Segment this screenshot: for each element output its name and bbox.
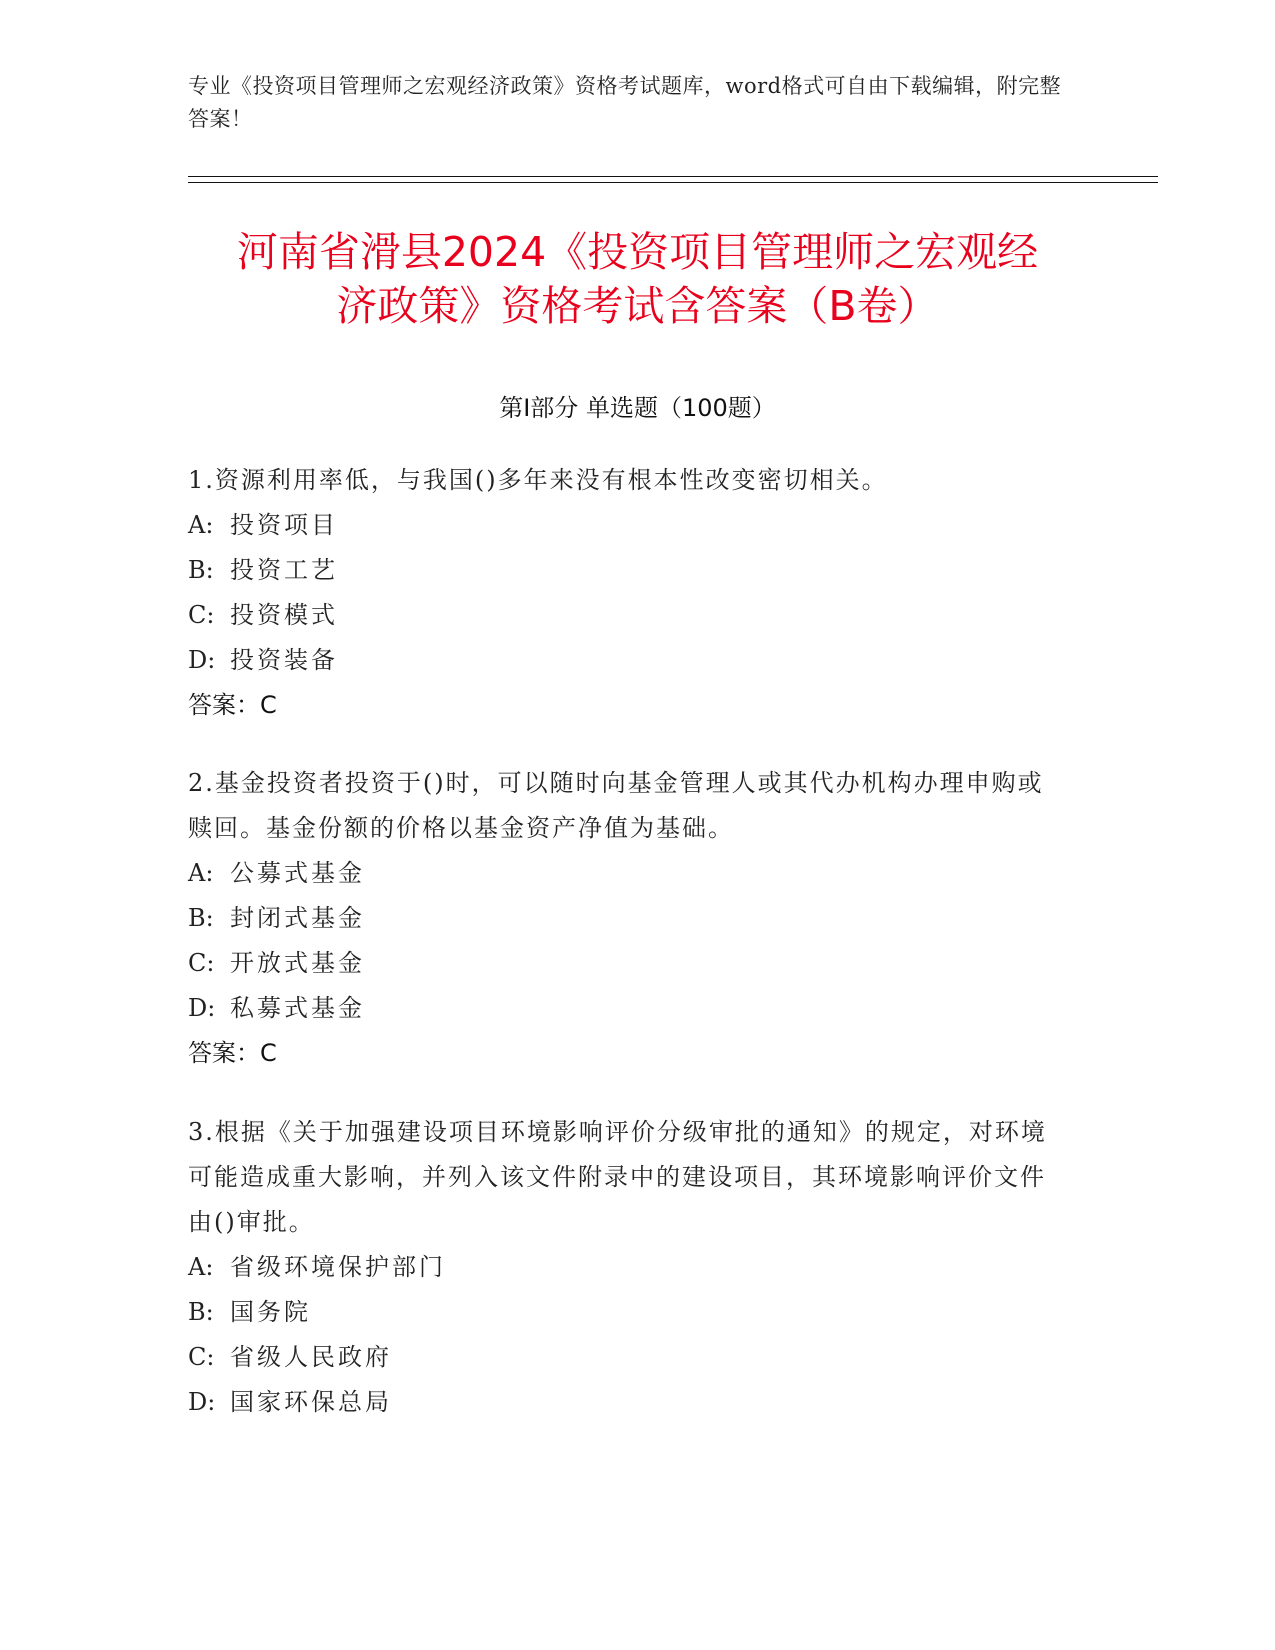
option-text: 国家环保总局 — [230, 1388, 392, 1416]
document-title-line-2: 济政策》资格考试含答案（B卷） — [336, 282, 939, 330]
answer-line — [188, 1031, 1068, 1076]
question-stem: 1.资源利用率低，与我国()多年来没有根本性改变密切相关。 — [188, 466, 888, 494]
section-heading: 第I部分 单选题（100题） — [499, 394, 776, 422]
answer-value: C — [260, 691, 277, 719]
option-c — [188, 593, 1068, 638]
option-key: B: — [188, 556, 214, 584]
question-stem: 2.基金投资者投资于()时，可以随时向基金管理人或其代办机构办理申购或赎回。基金份额的价格以基金资产净值为基础。 — [188, 769, 1044, 842]
option-text: 投资工艺 — [230, 556, 338, 584]
document-title-line-1: 河南省滑县2024《投资项目管理师之宏观经 — [236, 228, 1039, 276]
option-text: 省级人民政府 — [230, 1343, 392, 1371]
option-a — [188, 851, 1068, 896]
option-b — [188, 896, 1068, 941]
question-stem: 3.根据《关于加强建设项目环境影响评价分级审批的通知》的规定，对环境可能造成重大影响，并列入该文件附录中的建设项目，其环境影响评价文件由()审批。 — [188, 1118, 1047, 1236]
option-key: B: — [188, 904, 214, 932]
option-key: C: — [188, 949, 215, 977]
question-3 — [188, 1110, 1068, 1425]
option-d — [188, 1380, 1068, 1425]
option-text: 投资模式 — [230, 601, 338, 629]
header-rule-bottom — [188, 182, 1158, 183]
document-title — [180, 225, 1095, 333]
option-key: D: — [188, 994, 216, 1022]
option-b — [188, 1290, 1068, 1335]
option-key: D: — [188, 646, 216, 674]
option-text: 省级环境保护部门 — [230, 1253, 446, 1281]
option-a — [188, 1245, 1068, 1290]
header-rule-top — [188, 176, 1158, 177]
option-c — [188, 941, 1068, 986]
option-a — [188, 503, 1068, 548]
option-text: 投资项目 — [230, 511, 338, 539]
answer-label: 答案： — [188, 1039, 260, 1067]
option-text: 封闭式基金 — [230, 904, 365, 932]
option-key: A: — [188, 1253, 214, 1281]
option-key: B: — [188, 1298, 214, 1326]
option-text: 投资装备 — [230, 646, 338, 674]
question-2 — [188, 761, 1068, 1076]
question-1 — [188, 458, 1068, 728]
answer-line — [188, 683, 1068, 728]
option-b — [188, 548, 1068, 593]
option-text: 国务院 — [230, 1298, 311, 1326]
option-key: C: — [188, 1343, 215, 1371]
option-text: 开放式基金 — [230, 949, 365, 977]
header-note: 专业《投资项目管理师之宏观经济政策》资格考试题库，word格式可自由下载编辑，附完整答案！ — [188, 74, 1062, 131]
option-text: 公募式基金 — [230, 859, 365, 887]
option-d — [188, 986, 1068, 1031]
option-text: 私募式基金 — [230, 994, 365, 1022]
answer-label: 答案： — [188, 691, 260, 719]
option-key: D: — [188, 1388, 216, 1416]
option-key: A: — [188, 511, 214, 539]
option-c — [188, 1335, 1068, 1380]
option-d — [188, 638, 1068, 683]
option-key: A: — [188, 859, 214, 887]
answer-value: C — [260, 1039, 277, 1067]
option-key: C: — [188, 601, 215, 629]
